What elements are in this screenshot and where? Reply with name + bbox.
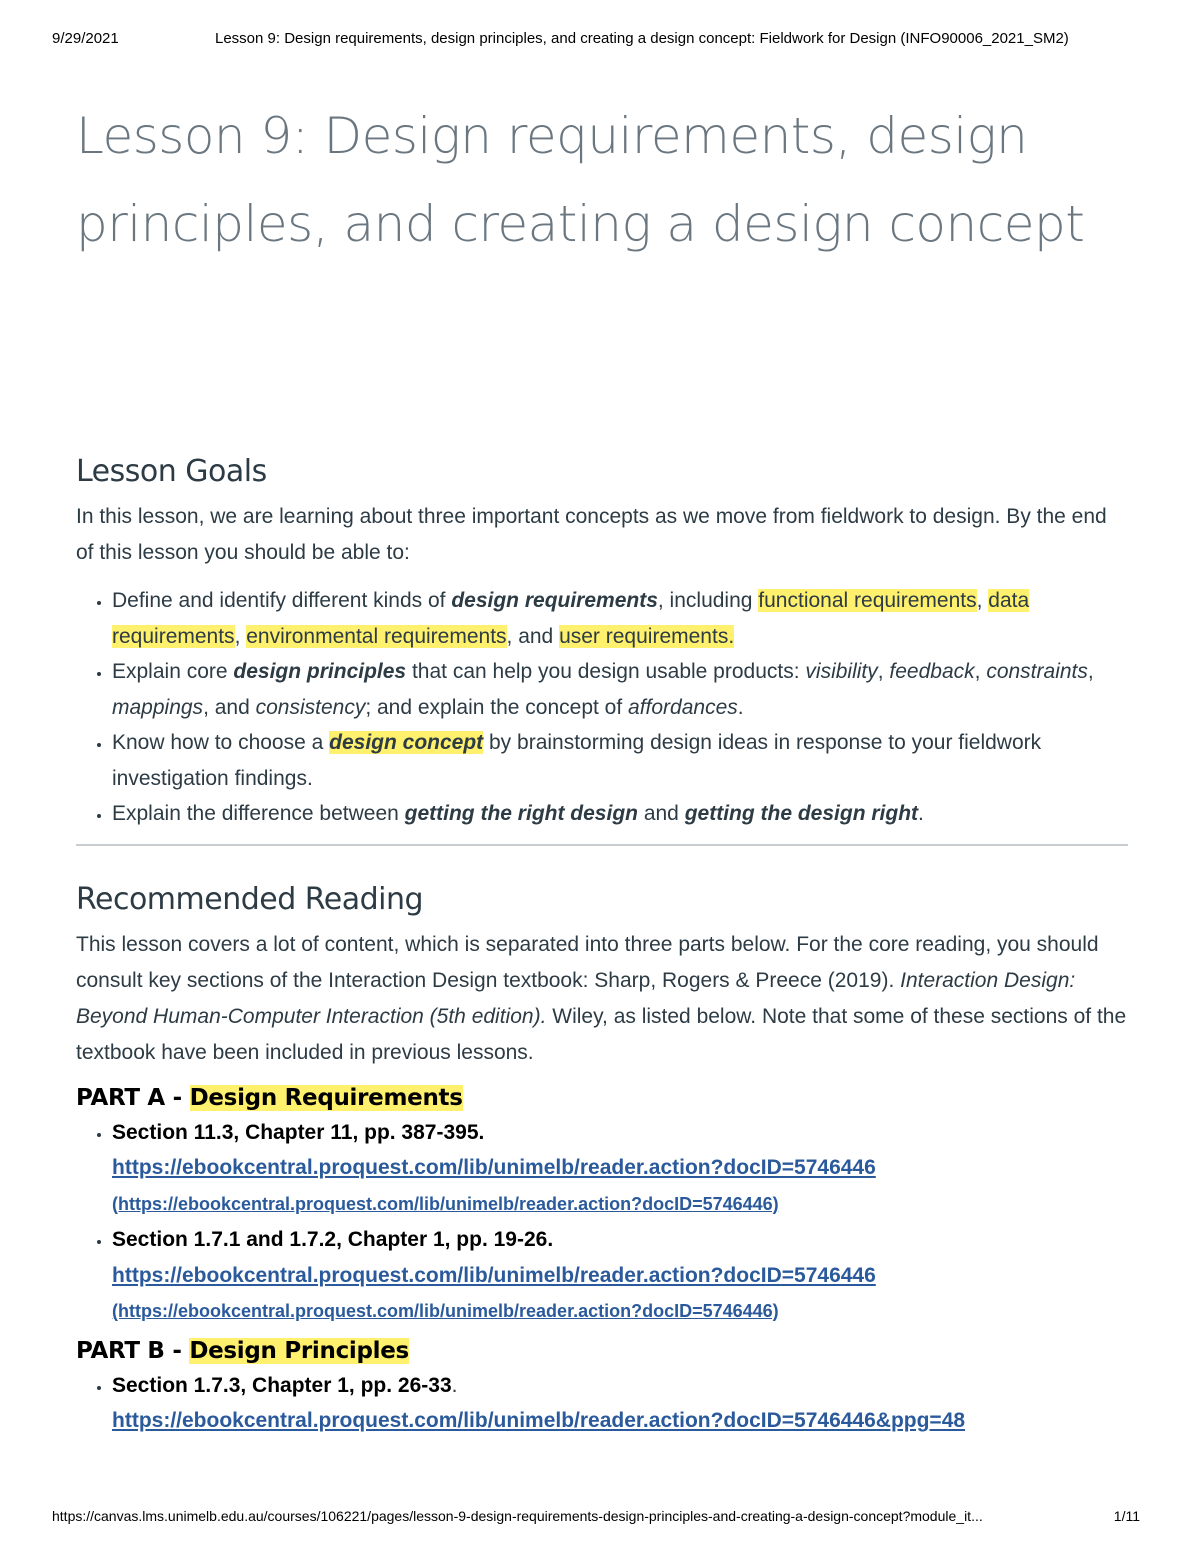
highlight-environmental-requirements: environmental requirements xyxy=(246,624,507,648)
lesson-goals-heading: Lesson Goals xyxy=(76,454,267,489)
ebook-link-parenthetical[interactable]: (https://ebookcentral.proquest.com/lib/unimelb/reader.action?docID=5746446) xyxy=(112,1301,779,1321)
recommended-reading-heading: Recommended Reading xyxy=(76,881,424,917)
ebook-link[interactable]: https://ebookcentral.proquest.com/lib/unimelb/reader.action?docID=5746446 xyxy=(112,1156,876,1179)
ebook-link-parenthetical[interactable]: (https://ebookcentral.proquest.com/lib/unimelb/reader.action?docID=5746446) xyxy=(112,1193,779,1214)
highlight-design-concept: design concept xyxy=(329,731,484,754)
ebook-link[interactable]: https://ebookcentral.proquest.com/lib/unimelb/reader.action?docID=5746446 xyxy=(112,1263,876,1287)
section-divider xyxy=(76,844,1128,846)
print-page-number: 1/11 xyxy=(1113,1508,1140,1524)
goal-item-requirements: • Define and identify different kinds of design requirements, including functional requirements, data requirements, environmental requirements, and user requirements. xyxy=(112,583,1128,654)
page-title xyxy=(76,92,1128,268)
goal-item-principles: • Explain core design principles that can help you design usable products: visibility, feedback, constraints, mappings, and consistency; and explain the concept of affordances. xyxy=(112,654,1128,725)
print-footer xyxy=(52,1508,1140,1524)
reading-section-label: Section 1.7.3, Chapter 1, pp. 26-33 xyxy=(112,1373,452,1397)
print-page-title: Lesson 9: Design requirements, design principles, and creating a design concept: Fieldwork for Design (INFO90006_2021_SM2) xyxy=(215,30,1069,47)
list-item xyxy=(112,1115,1128,1223)
print-date: 9/29/2021 xyxy=(52,30,119,47)
reading-section-label: Section 11.3, Chapter 11, pp. 387-395. xyxy=(112,1120,485,1144)
highlight-data-requirements: data requirements xyxy=(112,589,1030,648)
lesson-goals-intro: In this lesson, we are learning about three important concepts as we move from fieldwork to design. By the end of this lesson you should be able to: xyxy=(76,505,1107,564)
highlight-functional-requirements: functional requirements xyxy=(758,589,977,612)
print-header xyxy=(52,30,1140,47)
highlight-user-requirements: user requirements. xyxy=(559,624,735,648)
goal-item-difference: • Explain the difference between getting the right design and getting the design right. xyxy=(112,796,1128,832)
part-a xyxy=(76,1085,1128,1330)
part-a-heading: PART A - Design Requirements xyxy=(76,1084,463,1111)
part-a-name: Design Requirements xyxy=(189,1084,463,1111)
lesson-goals-list xyxy=(76,583,1128,832)
page-title-line1: Lesson 9: Design requirements, design xyxy=(76,107,1028,165)
recommended-reading-intro: This lesson covers a lot of content, which is separated into three parts below. For the core reading, you should consult key sections of the Interaction Design textbook: Sharp, Rogers & Preece (2019). Interaction Design: Beyond Human-Computer Interaction (5th edition). Wiley, as listed below. Note that some of these sections of the textbook have been included in previous lessons. xyxy=(76,932,1127,1064)
part-b xyxy=(76,1338,1128,1439)
goal-item-concept: • Know how to choose a design concept by brainstorming design ideas in response to your fieldwork investigation findings. xyxy=(112,725,1128,796)
part-b-name: Design Principles xyxy=(189,1337,409,1364)
part-a-list xyxy=(76,1115,1128,1330)
list-item xyxy=(112,1222,1128,1330)
reading-section-label: Section 1.7.1 and 1.7.2, Chapter 1, pp. 19-26. xyxy=(112,1228,554,1251)
part-b-heading: PART B - Design Principles xyxy=(76,1337,409,1364)
recommended-reading-section xyxy=(76,882,1128,1439)
list-item: • Section 1.7.3, Chapter 1, pp. 26-33. https://ebookcentral.proquest.com/lib/unimelb/reader.action?docID=5746446&ppg=48 xyxy=(112,1368,1128,1439)
part-b-list xyxy=(76,1368,1128,1439)
print-url: https://canvas.lms.unimelb.edu.au/courses/106221/pages/lesson-9-design-requirements-design-principles-and-creating-a-design-concept?module_it... xyxy=(52,1508,983,1524)
page-title-line2: principles, and creating a design concept xyxy=(76,195,1085,253)
page-content xyxy=(76,92,1128,1447)
lesson-goals-section xyxy=(76,454,1128,846)
ebook-link[interactable]: https://ebookcentral.proquest.com/lib/unimelb/reader.action?docID=5746446&ppg=48 xyxy=(112,1409,966,1432)
